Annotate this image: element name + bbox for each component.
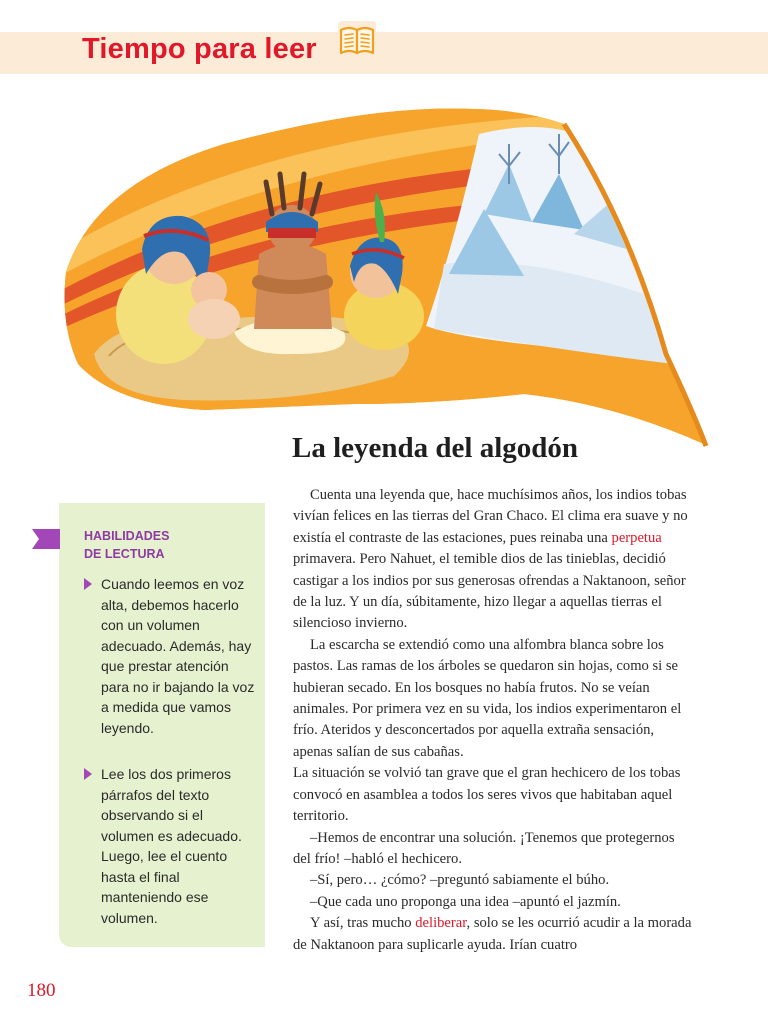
open-book-icon xyxy=(336,19,378,59)
story-paragraph xyxy=(293,913,693,956)
reading-skills-heading xyxy=(84,527,169,563)
story-title: La leyenda del algodón xyxy=(292,432,579,464)
story-text: Y así, tras mucho xyxy=(310,915,416,932)
triangle-bullet-icon xyxy=(84,578,92,590)
story-text: –Hemos de encontrar una solución. ¡Tenemos que protegernos del frío! –habló el hechicero. xyxy=(293,829,675,867)
story-text: Cuenta una leyenda que, hace muchísimos años, los indios tobas vivían felices en las tierras del Gran Chaco. El clima era suave y no existía el contraste de las estaciones, pues reinaba una xyxy=(293,487,688,546)
story-text: –Sí, pero… ¿cómo? –preguntó sabiamente el búho. xyxy=(310,872,610,889)
page-number: 180 xyxy=(27,980,56,1001)
section-title: Tiempo para leer xyxy=(82,33,317,65)
story-text: , solo se les ocurrió acudir a la morada de Naktanoon para suplicarle ayuda. Irían cuatro xyxy=(293,915,692,953)
reading-skill-item xyxy=(84,574,256,738)
glossary-word: deliberar xyxy=(415,915,467,932)
triangle-bullet-icon xyxy=(84,768,92,780)
story-text: –Que cada uno proponga una idea –apuntó el jazmín. xyxy=(310,893,621,910)
story-text: primavera. Pero Nahuet, el temible dios de las tinieblas, decidió castigar a los indios por sus generosas ofrendas a Naktanoon, señor de la luz. Y un día, súbitamente, hizo llegar a aquellas tierras el silencioso invierno. xyxy=(293,551,686,632)
story-paragraph xyxy=(293,892,693,913)
reading-skills-heading-line2: DE LECTURA xyxy=(84,547,165,561)
story-paragraph xyxy=(293,635,693,763)
story-illustration xyxy=(54,104,716,452)
story-paragraph xyxy=(293,870,693,891)
story-body xyxy=(293,485,693,956)
reading-skill-text: Lee los dos primeros párrafos del texto observando si el volumen es adecuado. Luego, lee el cuento hasta el final manteniendo ese volumen. xyxy=(101,766,242,926)
bookmark-tab-icon xyxy=(32,529,60,549)
story-paragraph xyxy=(293,828,693,871)
story-text: La situación se volvió tan grave que el gran hechicero de los tobas convocó en asamblea a todos los seres vivos que habitaban aquel territorio. xyxy=(293,765,681,825)
story-paragraph xyxy=(293,763,693,827)
reading-skills-heading-line1: HABILIDADES xyxy=(84,529,170,543)
glossary-word: perpetua xyxy=(611,529,662,546)
reading-skill-text: Cuando leemos en voz alta, debemos hacerlo con un volumen adecuado. Además, hay que prestar atención para no ir bajando la voz a medida que vamos leyendo. xyxy=(101,576,255,736)
story-paragraph xyxy=(293,485,693,635)
reading-skill-item xyxy=(84,764,256,928)
story-text: La escarcha se extendió como una alfombra blanca sobre los pastos. Las ramas de los árboles se quedaron sin hojas, como si se hubieran secado. En los bosques no había frutos. No se veían animales. Por primera vez en su vida, los indios experimentaron el frío. Ateridos y desconcertados por aquella extraña sensación, apenas salían de sus cabañas. xyxy=(293,636,682,760)
